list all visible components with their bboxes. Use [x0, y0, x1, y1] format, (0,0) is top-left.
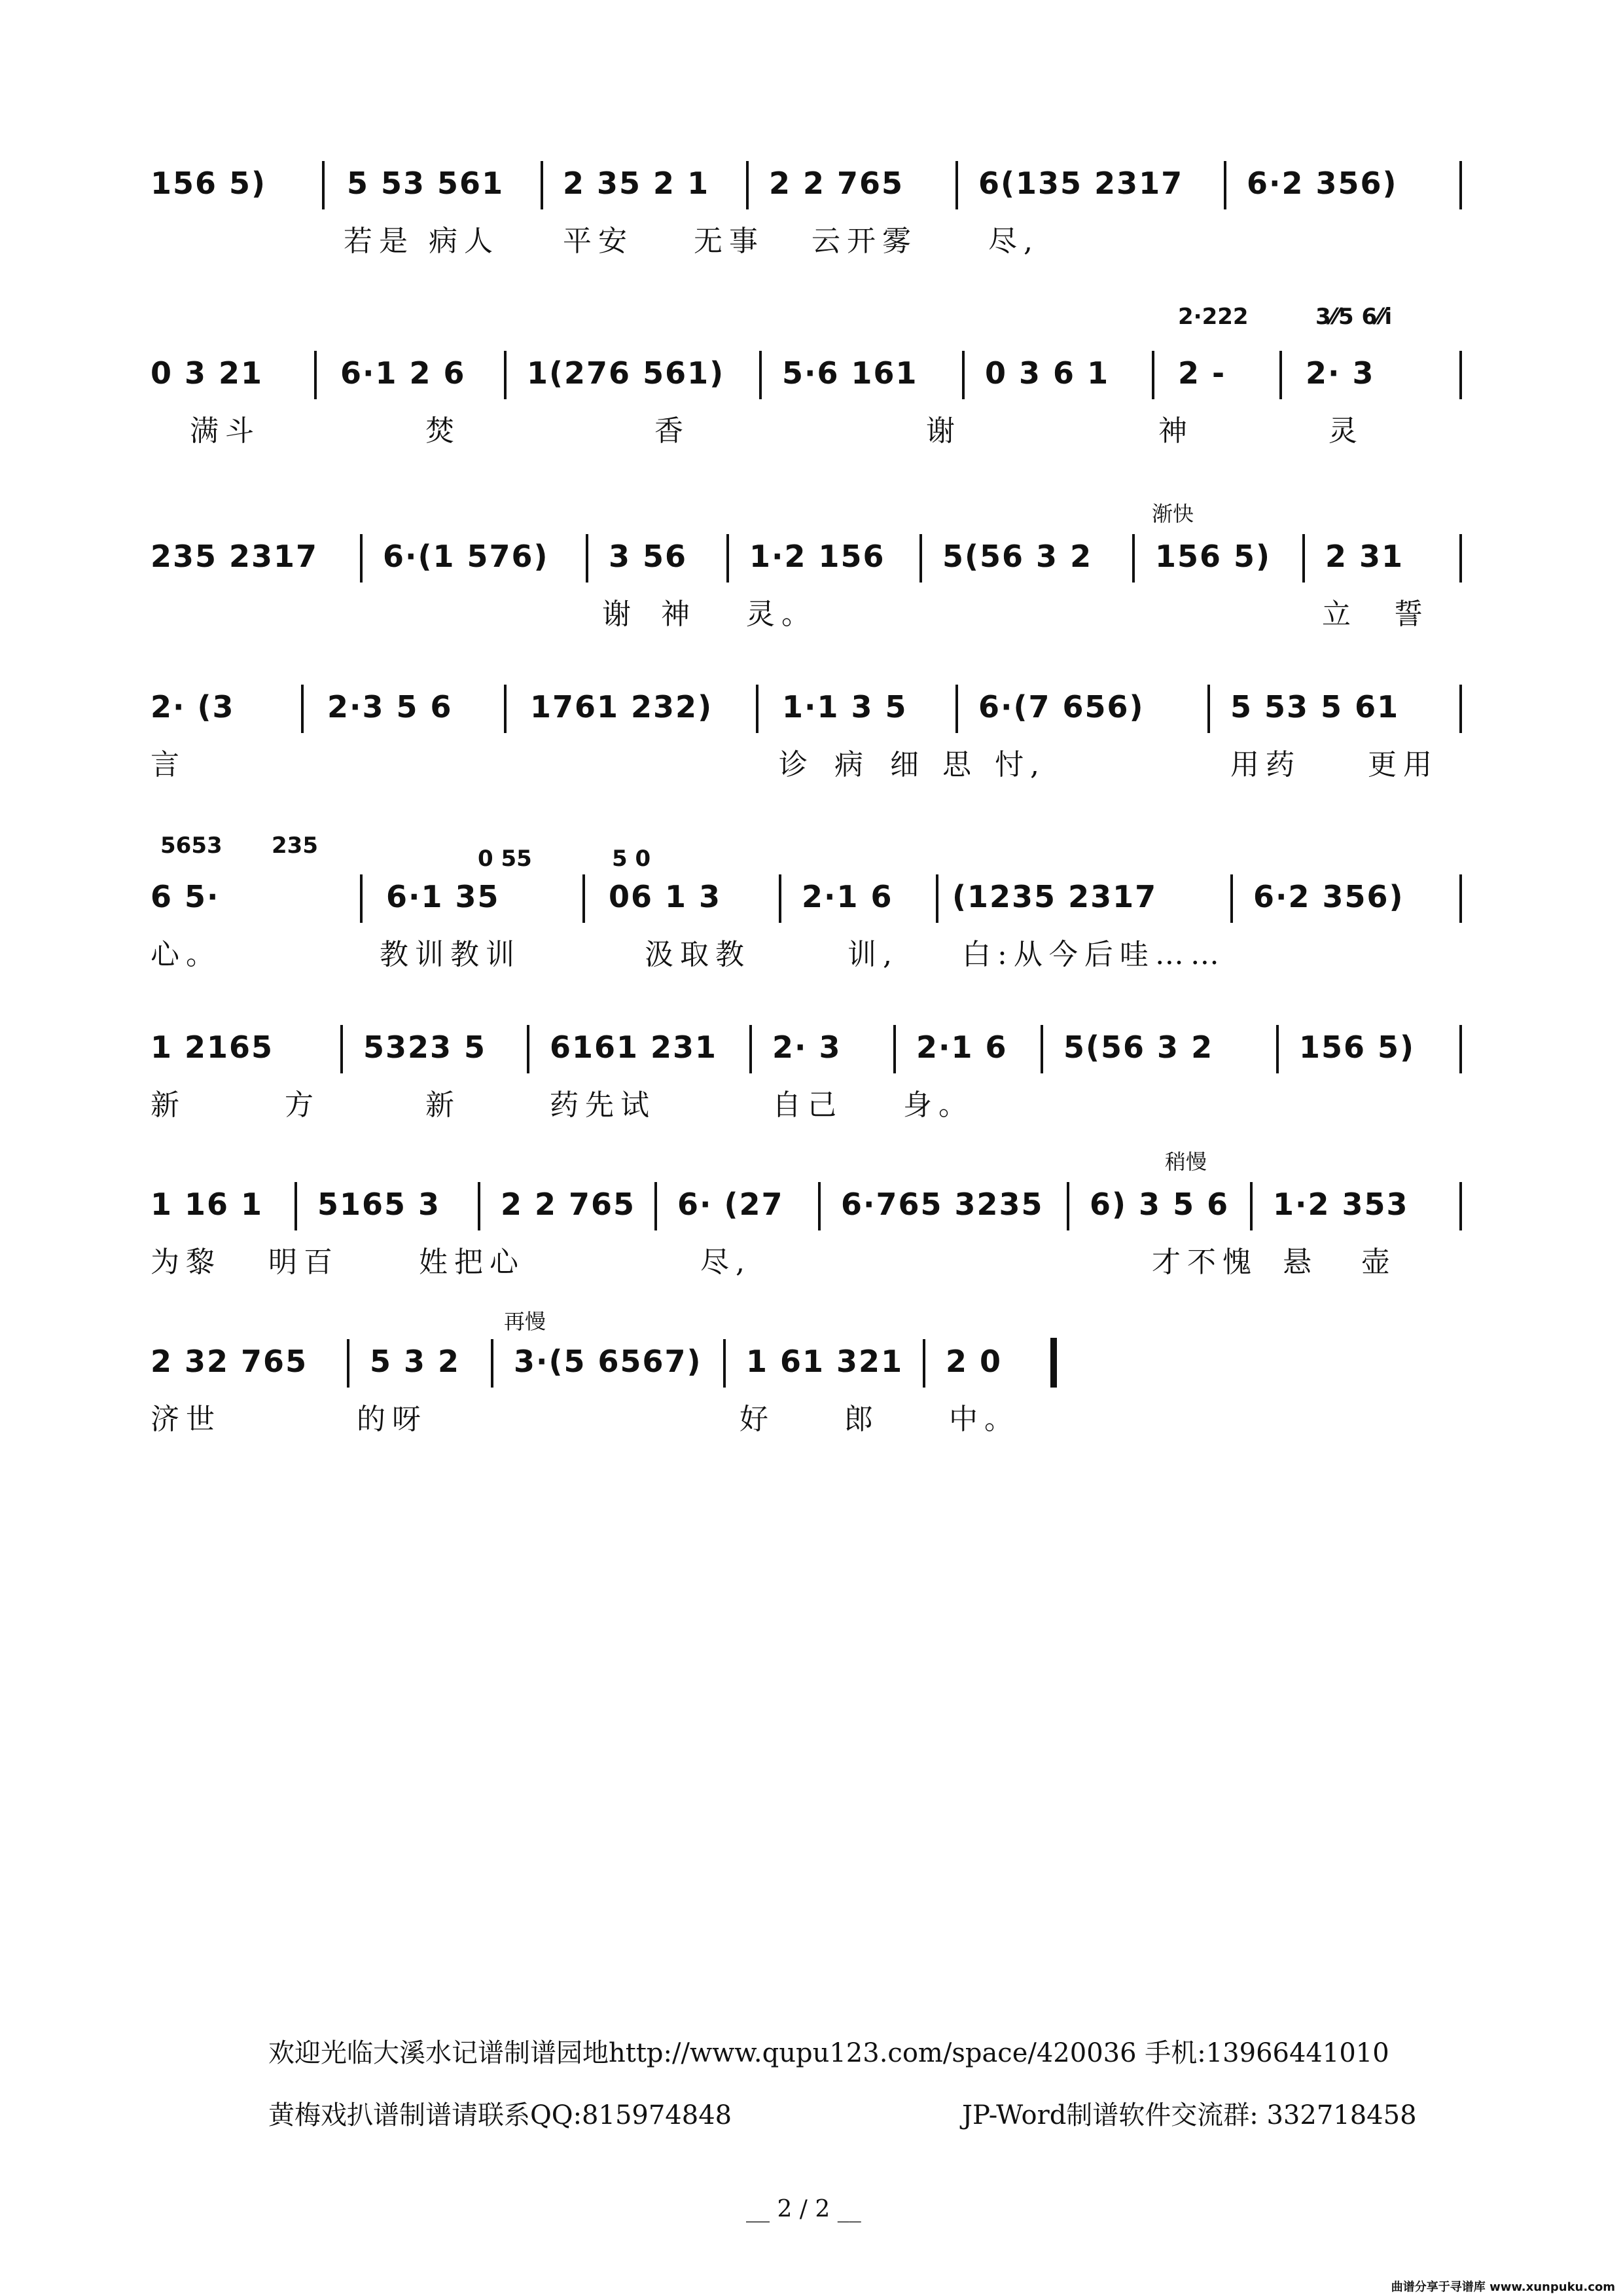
lyric: 思	[942, 748, 978, 781]
lyric: 云开雾	[812, 224, 918, 258]
barline	[1224, 161, 1226, 209]
notation-line	[151, 347, 1479, 399]
lyric: 灵。	[746, 598, 817, 631]
barline	[1459, 685, 1462, 733]
measure: 2· 3	[772, 1030, 842, 1065]
barline	[322, 161, 325, 209]
measure: 6·(7 656)	[978, 689, 1145, 725]
barline	[1067, 1182, 1069, 1230]
lyric: 诊	[779, 748, 814, 781]
lyric: 忖,	[995, 748, 1046, 781]
lyric: 用药	[1230, 748, 1301, 781]
barline	[360, 874, 363, 923]
barline	[1279, 351, 1282, 399]
grace-note: 235	[272, 833, 318, 859]
barline	[1459, 874, 1462, 923]
footer-contact: 黄梅戏扒谱制谱请联系QQ:815974848	[268, 2100, 732, 2130]
barline	[779, 874, 781, 923]
measure: 6·765 3235	[841, 1187, 1044, 1222]
barline	[818, 1182, 821, 1230]
tempo-mark: 再慢	[504, 1309, 546, 1334]
measure: 156 5)	[1299, 1030, 1416, 1065]
barline	[936, 874, 938, 923]
lyric: 才不愧	[1152, 1246, 1258, 1279]
lyric: 神	[1158, 414, 1194, 448]
barline	[756, 685, 758, 733]
lyric: 病人	[429, 224, 499, 258]
lyric: 立	[1322, 598, 1357, 631]
lyric: 焚	[425, 414, 461, 448]
measure: 5 53 5 61	[1230, 689, 1400, 725]
lyric: 言	[151, 748, 186, 781]
measure: 5165 3	[317, 1187, 441, 1222]
lyric: 谢	[926, 414, 961, 448]
notation-line	[151, 1178, 1479, 1230]
measure: 1 2165	[151, 1030, 274, 1065]
grace-note: 5653	[160, 833, 223, 859]
measure: 6161 231	[550, 1030, 718, 1065]
measure: 2 0	[946, 1344, 1003, 1379]
lyric: 身。	[903, 1088, 974, 1122]
notation-line	[151, 530, 1479, 583]
measure: 3 56	[609, 539, 688, 574]
notation-line	[151, 870, 1479, 923]
barline	[491, 1339, 493, 1388]
lyric: 谢	[602, 598, 637, 631]
lyric: 誓	[1394, 598, 1429, 631]
tempo-mark: 渐快	[1152, 501, 1194, 526]
lyric: 壶	[1361, 1246, 1397, 1279]
barline	[746, 161, 749, 209]
final-barline	[1050, 1338, 1057, 1388]
barline	[1230, 874, 1233, 923]
lyric: 病	[834, 748, 870, 781]
tempo-mark: 稍慢	[1165, 1149, 1207, 1174]
lyric: 药先试	[550, 1088, 656, 1122]
lyric: 为黎	[151, 1246, 221, 1279]
measure: 2 2 765	[769, 166, 904, 201]
lyric: 满斗	[190, 414, 260, 448]
measure: 1761 232)	[530, 689, 713, 725]
lyric: 郎	[844, 1403, 880, 1436]
measure: 6·1 2 6	[340, 355, 466, 391]
lyric: 尽,	[988, 224, 1039, 258]
barline	[1459, 1182, 1462, 1230]
barline	[919, 534, 922, 583]
barline	[301, 685, 304, 733]
measure: 6·2 356)	[1247, 166, 1398, 201]
measure: 235 2317	[151, 539, 319, 574]
barline	[1207, 685, 1210, 733]
measure: 2 -	[1178, 355, 1226, 391]
measure: 2 32 765	[151, 1344, 308, 1379]
barline	[582, 874, 585, 923]
lyric: 方	[285, 1088, 320, 1122]
barline	[1132, 534, 1135, 583]
barline	[504, 351, 507, 399]
measure: 2 2 765	[501, 1187, 636, 1222]
ossia-note: 0 55	[478, 846, 532, 872]
barline	[504, 685, 507, 733]
barline	[340, 1025, 343, 1073]
measure: 0 3 6 1	[985, 355, 1110, 391]
barline	[955, 161, 958, 209]
measure: 1·2 156	[749, 539, 885, 574]
barline	[1041, 1025, 1043, 1073]
lyric: 神	[661, 598, 696, 631]
barline	[1152, 351, 1154, 399]
measure: 6(135 2317	[978, 166, 1184, 201]
lyric: 若是	[344, 224, 414, 258]
notation-line	[151, 681, 1479, 733]
measure: 5323 5	[363, 1030, 487, 1065]
barline	[955, 685, 958, 733]
measure: 5 3 2	[370, 1344, 461, 1379]
ossia-note: 2·222	[1178, 304, 1249, 330]
lyric: 尽,	[700, 1246, 751, 1279]
lyric: 无事	[694, 224, 764, 258]
lyric: 训,	[847, 938, 899, 971]
lyric: 中。	[949, 1403, 1020, 1436]
barline	[1276, 1025, 1279, 1073]
barline	[1250, 1182, 1253, 1230]
measure: 5·6 161	[782, 355, 918, 391]
measure: 6 5·	[151, 879, 220, 914]
measure: 5 53 561	[347, 166, 505, 201]
measure: 6) 3 5 6	[1090, 1187, 1230, 1222]
lyric: 灵	[1329, 414, 1364, 448]
barline	[1459, 1025, 1462, 1073]
barline	[314, 351, 317, 399]
measure: 6· (27	[677, 1187, 784, 1222]
measure: 6·(1 576)	[383, 539, 549, 574]
barline	[541, 161, 543, 209]
measure: 1·1 3 5	[782, 689, 908, 725]
barline	[527, 1025, 529, 1073]
measure: 5(56 3 2	[942, 539, 1093, 574]
measure: 156 5)	[151, 166, 267, 201]
barline	[360, 534, 363, 583]
barline	[1459, 351, 1462, 399]
barline	[1302, 534, 1305, 583]
measure: 1 16 1	[151, 1187, 264, 1222]
measure: 0 3 21	[151, 355, 264, 391]
barline	[759, 351, 762, 399]
notation-line	[151, 1335, 1479, 1388]
measure: 2·3 5 6	[327, 689, 453, 725]
barline	[586, 534, 588, 583]
lyric: 新	[151, 1088, 186, 1122]
measure: 1 61 321	[746, 1344, 904, 1379]
lyric: 白:从今后哇……	[962, 938, 1226, 971]
measure: 5(56 3 2	[1063, 1030, 1214, 1065]
measure: 2 31	[1325, 539, 1404, 574]
barline	[723, 1339, 726, 1388]
measure: (1235 2317	[952, 879, 1158, 914]
lyric: 更用	[1368, 748, 1438, 781]
lyric: 自己	[772, 1088, 843, 1122]
lyric: 香	[654, 414, 690, 448]
measure: 6·1 35	[386, 879, 500, 914]
lyric: 新	[425, 1088, 461, 1122]
measure: 2· 3	[1306, 355, 1375, 391]
site-watermark: 曲谱分享于寻谱库 www.xunpuku.com	[1391, 2280, 1615, 2294]
lyric: 姓把心	[419, 1246, 525, 1279]
footer-line-1: 欢迎光临大溪水记谱制谱园地http://www.qupu123.com/space/420036 手机:13966441010	[268, 2038, 1389, 2068]
lyric: 明百	[268, 1246, 339, 1279]
notation-line	[151, 1021, 1479, 1073]
barline	[478, 1182, 480, 1230]
barline	[726, 534, 729, 583]
measure: 2·1 6	[916, 1030, 1008, 1065]
lyric: 悬	[1283, 1246, 1318, 1279]
ossia-note: 3⁄⁄5 6⁄⁄i	[1315, 304, 1393, 330]
footer-group: JP-Word制谱软件交流群: 332718458	[962, 2100, 1417, 2130]
lyric: 心。	[151, 938, 221, 971]
lyric: 汲取教	[645, 938, 751, 971]
measure: 2·1 6	[802, 879, 893, 914]
ossia-note: 5 0	[612, 846, 651, 872]
barline	[893, 1025, 896, 1073]
barline	[962, 351, 965, 399]
measure: 2 35 2 1	[563, 166, 710, 201]
measure: 06 1 3	[609, 879, 722, 914]
measure: 3·(5 6567)	[514, 1344, 702, 1379]
lyric: 教训教训	[380, 938, 521, 971]
measure: 1(276 561)	[527, 355, 725, 391]
barline	[749, 1025, 752, 1073]
page-number: __ 2 / 2 __	[746, 2196, 861, 2223]
barline	[1459, 161, 1462, 209]
barline	[923, 1339, 925, 1388]
barline	[347, 1339, 349, 1388]
lyric: 的呀	[357, 1403, 427, 1436]
notation-line	[151, 157, 1479, 209]
measure: 156 5)	[1155, 539, 1272, 574]
measure: 1·2 353	[1273, 1187, 1409, 1222]
lyric: 细	[890, 748, 925, 781]
barline	[1459, 534, 1462, 583]
barline	[654, 1182, 657, 1230]
barline	[294, 1182, 297, 1230]
lyric: 好	[740, 1403, 775, 1436]
measure: 6·2 356)	[1253, 879, 1404, 914]
measure: 2· (3	[151, 689, 235, 725]
lyric: 平安	[563, 224, 633, 258]
lyric: 济世	[151, 1403, 221, 1436]
